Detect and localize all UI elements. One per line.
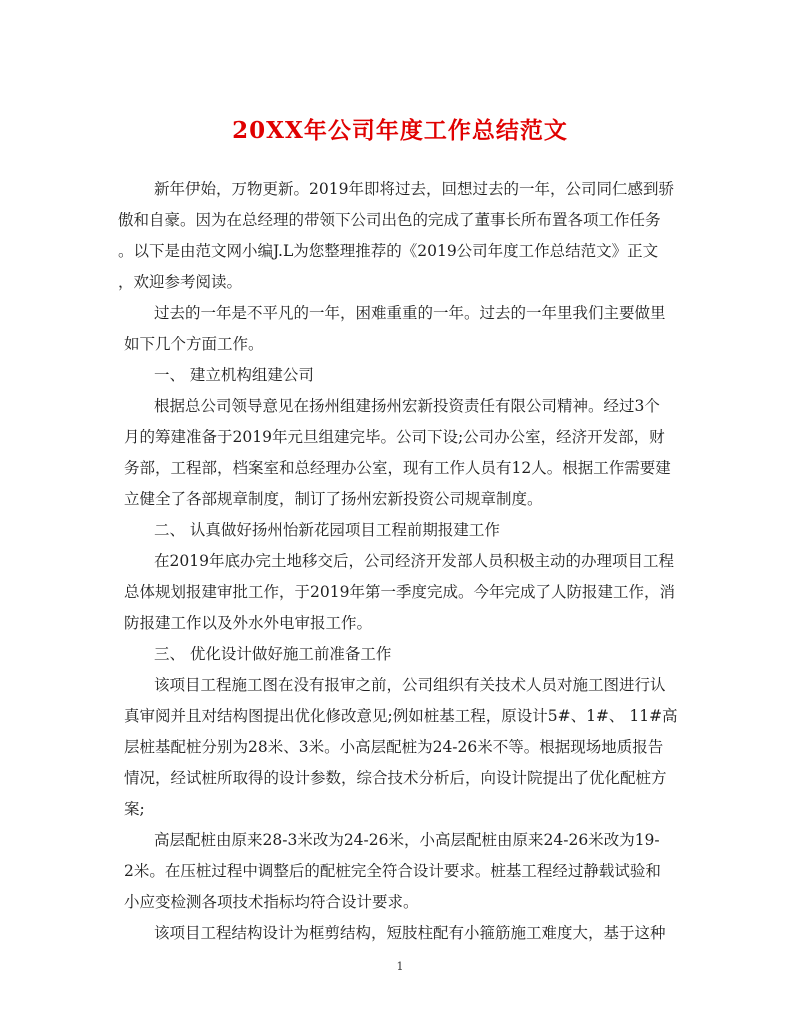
section-heading: 二、 认真做好扬州怡新花园项目工程前期报建工作 <box>154 521 500 539</box>
section-heading: 三、 优化设计做好施工前准备工作 <box>154 645 392 663</box>
text-line: 根据总公司领导意见在扬州组建扬州宏新投资责任有限公司精神。经过3个 <box>154 397 660 415</box>
text-line: 总体规划报建审批工作，于2019年第一季度完成。今年完成了人防报建工作，消 <box>124 583 675 601</box>
page-title: 20XX年公司年度工作总结范文 <box>232 117 568 144</box>
text-line: ，欢迎参考阅读。 <box>118 273 243 291</box>
text-line: 过去的一年是不平凡的一年，困难重重的一年。过去的一年里我们主要做里 <box>154 304 666 322</box>
text-line: 如下几个方面工作。 <box>124 335 264 353</box>
text-line: 立健全了各部规章制度，制订了扬州宏新投资公司规章制度。 <box>124 490 543 508</box>
text-line: 该项目工程结构设计为框剪结构，短肢柱配有小箍筋施工难度大，基于这种 <box>154 924 666 942</box>
text-line: 真审阅并且对结构图提出优化修改意见;例如桩基工程，原设计5#、1#、 11#高 <box>124 707 678 725</box>
text-line: 新年伊始，万物更新。2019年即将过去，回想过去的一年，公司同仁感到骄 <box>154 180 674 198</box>
text-line: 层桩基配桩分别为28米、3米。小高层配桩为24-26米不等。根据现场地质报告 <box>124 738 664 756</box>
page-number: 1 <box>396 960 404 973</box>
text-line: 小应变检测各项技术指标均符合设计要求。 <box>124 893 419 911</box>
text-line: 。以下是由范文网小编J.L为您整理推荐的《2019公司年度工作总结范文》正文 <box>118 242 659 260</box>
text-line: 2米。在压桩过程中调整后的配桩完全符合设计要求。桩基工程经过静载试验和 <box>124 862 661 880</box>
text-line: 该项目工程施工图在没有报审之前，公司组织有关技术人员对施工图进行认 <box>154 676 666 694</box>
text-line: 在2019年底办完土地移交后，公司经济开发部人员积极主动的办理项目工程 <box>154 552 674 570</box>
text-line: 防报建工作以及外水外电审报工作。 <box>124 614 373 632</box>
text-line: 月的筹建准备于2019年元旦组建完毕。公司下设;公司办公室，经济开发部，财 <box>124 428 665 446</box>
text-line: 情况，经试桩所取得的设计参数，综合技术分析后，向设计院提出了优化配桩方 <box>124 769 667 787</box>
text-line: 傲和自豪。因为在总经理的带领下公司出色的完成了董事长所布置各项工作任务 <box>118 211 661 229</box>
text-line: 高层配桩由原来28-3米改为24-26米，小高层配桩由原来24-26米改为19- <box>154 831 660 849</box>
section-heading: 一、 建立机构组建公司 <box>154 366 314 384</box>
text-line: 案; <box>124 800 145 818</box>
text-line: 务部，工程部，档案室和总经理办公室，现有工作人员有12人。根据工作需要建 <box>124 459 671 477</box>
